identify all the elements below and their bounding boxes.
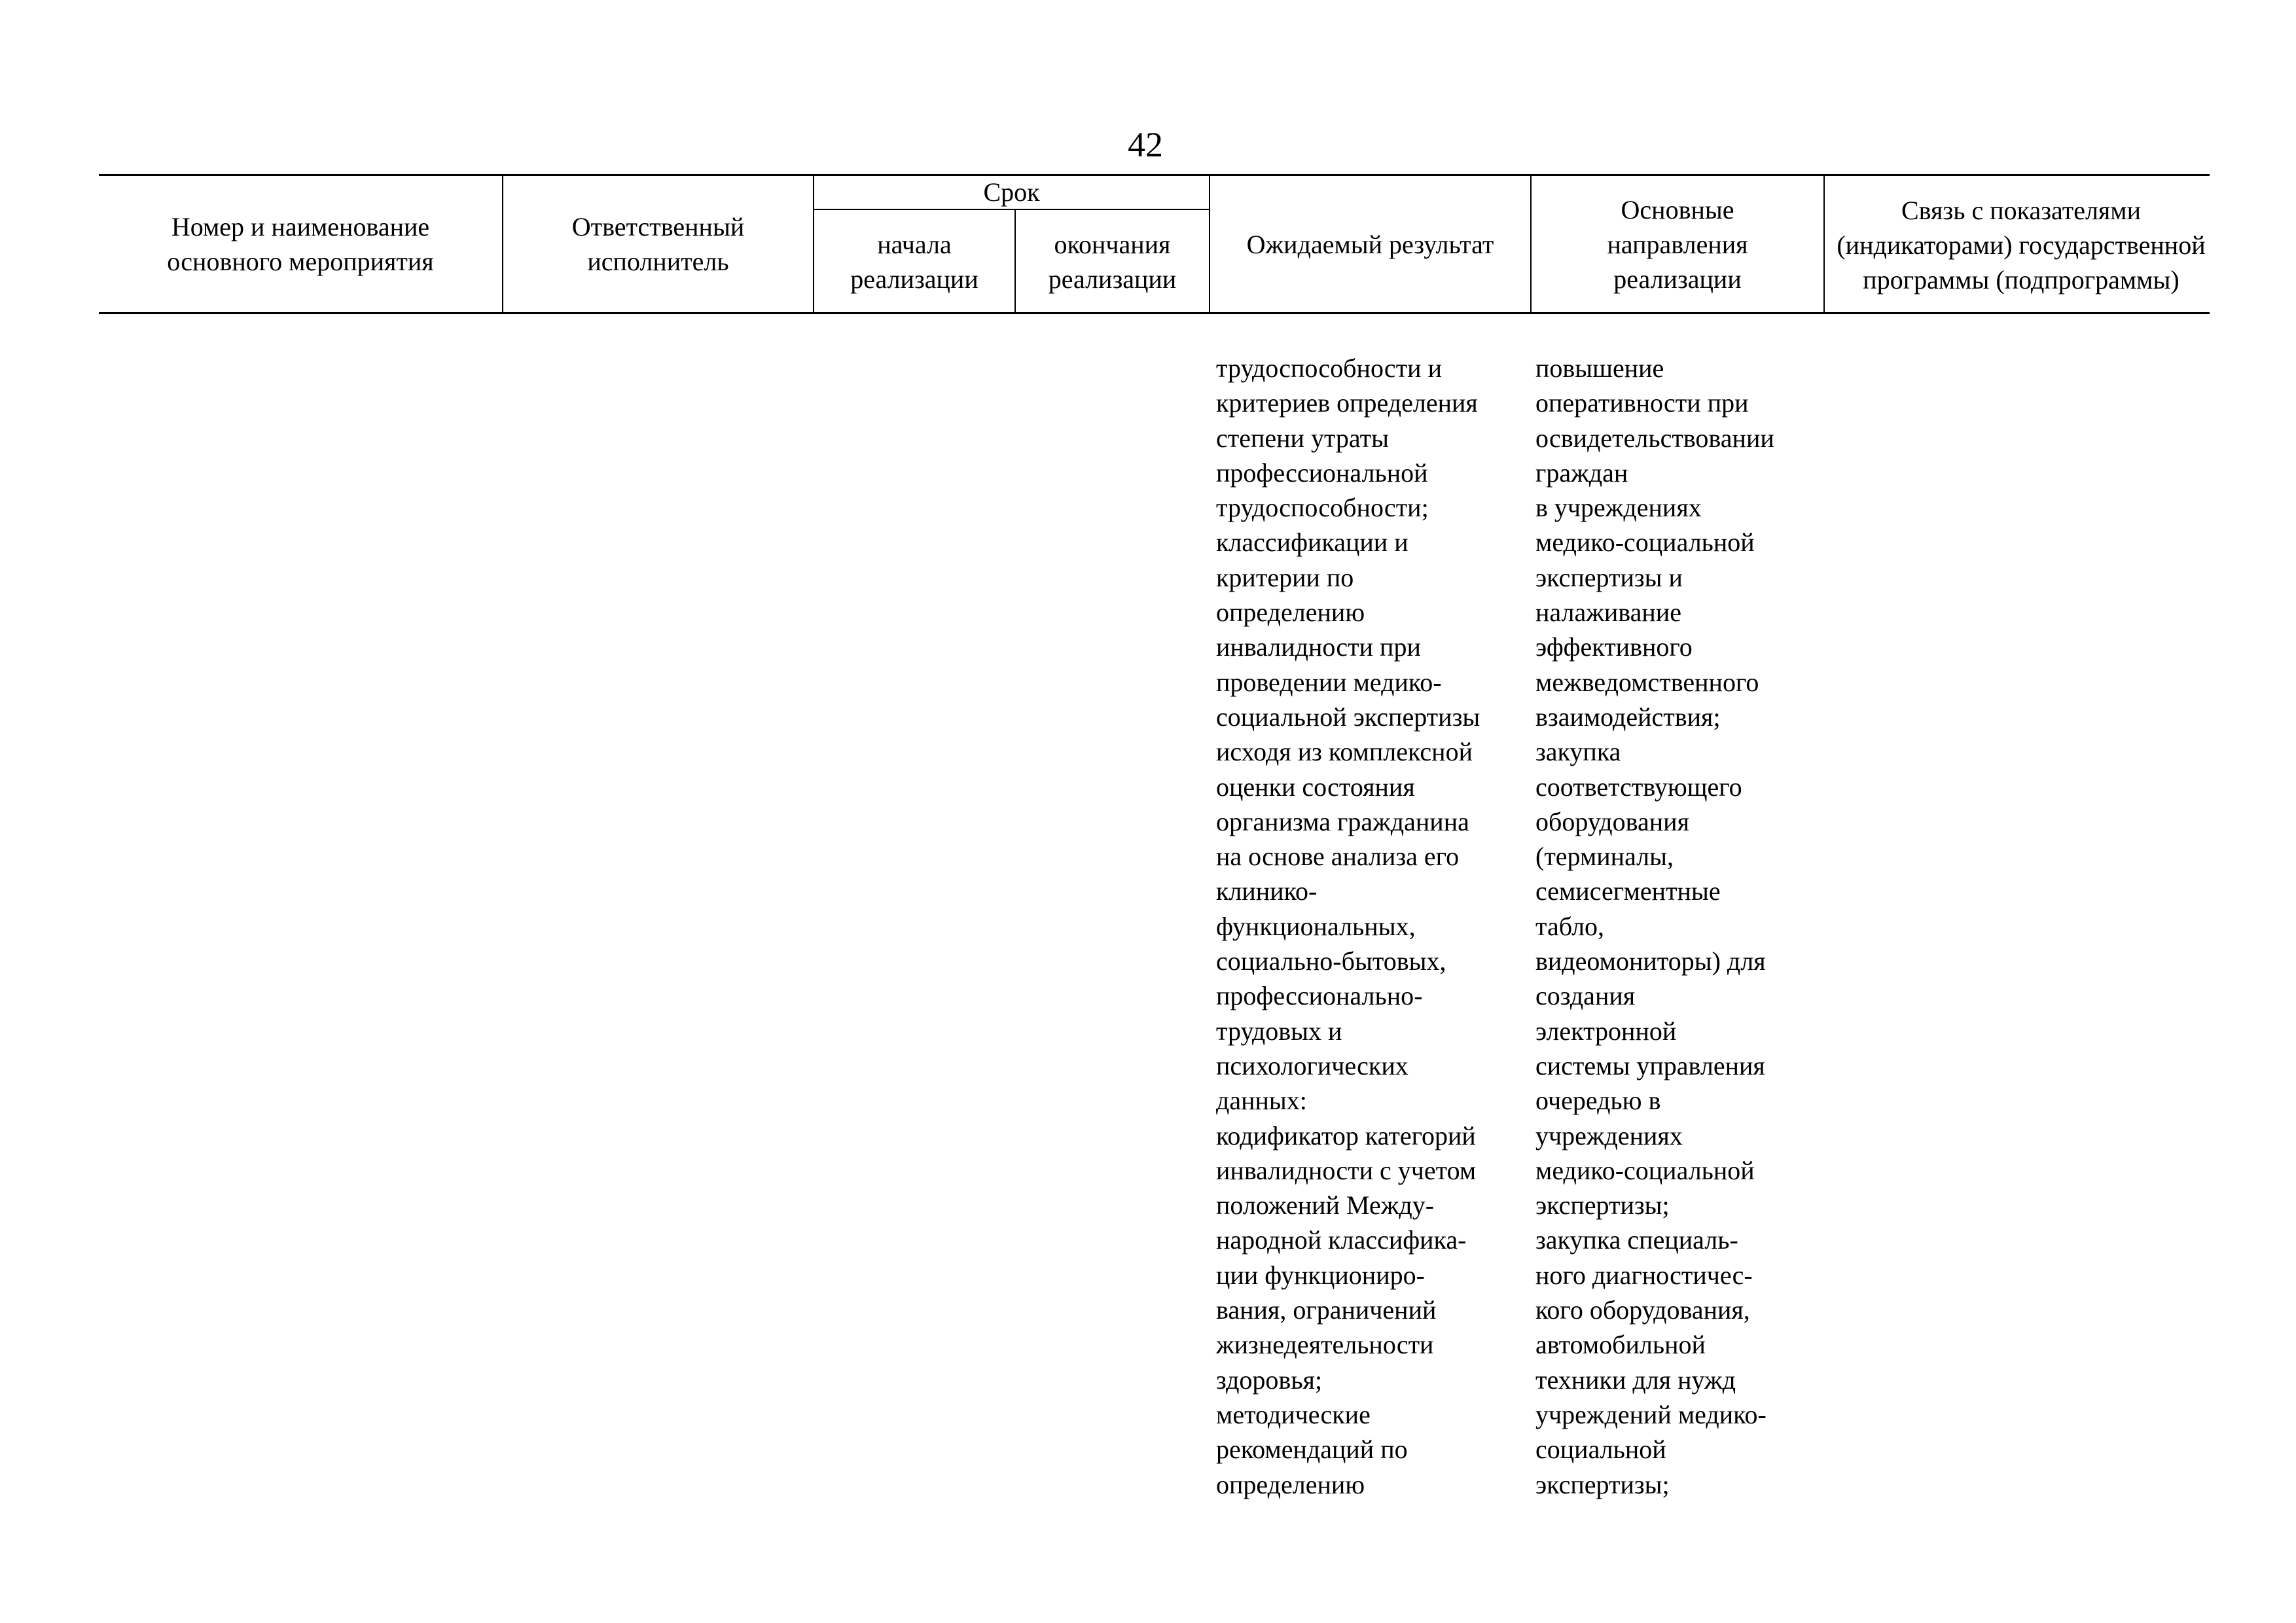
text-line: инвалидности с учетом xyxy=(1216,1155,1477,1185)
text-line: данных: xyxy=(1216,1086,1307,1116)
text-line: межведомственного xyxy=(1535,667,1759,697)
text-line: оценки состояния xyxy=(1216,772,1415,802)
text-line: техники для нужд xyxy=(1535,1364,1736,1395)
header-measure-name: Номер и наименование основного мероприятия xyxy=(167,212,434,276)
text-line: повышение xyxy=(1535,353,1664,383)
header-directions: Основные направления реализации xyxy=(1607,194,1748,294)
text-line: граждан xyxy=(1535,457,1628,488)
text-line: клинико- xyxy=(1216,876,1318,906)
text-line: налаживание xyxy=(1535,597,1681,628)
text-line: автомобильной xyxy=(1535,1330,1706,1360)
text-line: взаимодействия; xyxy=(1535,702,1721,732)
text-line: профессиональной xyxy=(1216,457,1428,488)
text-line: на основе анализа его xyxy=(1216,842,1460,872)
text-line: трудоспособности; xyxy=(1216,493,1429,523)
text-line: медико-социальной xyxy=(1535,527,1755,558)
text-line: трудоспособности и xyxy=(1216,353,1442,383)
text-line: народной классифика- xyxy=(1216,1225,1467,1255)
text-line: семисегментные xyxy=(1535,876,1721,906)
text-line: социальной xyxy=(1535,1435,1666,1465)
text-line: профессионально- xyxy=(1216,981,1423,1011)
header-executor: Ответственный исполнитель xyxy=(571,212,745,276)
text-line: критериев определения xyxy=(1216,388,1478,418)
text-line: психологических xyxy=(1216,1050,1408,1080)
header-end: окончания реализации xyxy=(1048,229,1177,294)
text-line: трудовых и xyxy=(1216,1016,1342,1046)
text-line: степени утраты xyxy=(1216,423,1390,453)
text-line: оборудования xyxy=(1535,806,1689,836)
text-line: социальной экспертизы xyxy=(1216,702,1480,732)
text-line: определению xyxy=(1216,597,1365,628)
text-line: (терминалы, xyxy=(1535,842,1674,872)
directions-cell xyxy=(1535,351,1774,1502)
text-line: определению xyxy=(1216,1469,1365,1499)
text-line: электронной xyxy=(1535,1016,1677,1046)
text-line: ции функциониро- xyxy=(1216,1260,1425,1290)
text-line: положений Между- xyxy=(1216,1190,1435,1221)
text-line: в учреждениях xyxy=(1535,493,1702,523)
text-line: системы управления xyxy=(1535,1050,1765,1080)
header-result: Ожидаемый результат xyxy=(1246,229,1494,259)
text-line: экспертизы и xyxy=(1535,562,1683,592)
text-line: очередью в xyxy=(1535,1086,1661,1116)
text-line: ного диагностичес- xyxy=(1535,1260,1753,1290)
text-line: закупка специаль- xyxy=(1535,1225,1738,1255)
text-line: проведении медико- xyxy=(1216,667,1442,697)
text-line: вания, ограничений xyxy=(1216,1295,1437,1325)
text-line: инвалидности при xyxy=(1216,632,1421,662)
text-line: медико-социальной xyxy=(1535,1155,1755,1185)
text-line: организма гражданина xyxy=(1216,806,1469,836)
text-line: создания xyxy=(1535,981,1636,1011)
text-line: эффективного xyxy=(1535,632,1693,662)
text-line: табло, xyxy=(1535,911,1605,941)
text-line: функциональных, xyxy=(1216,911,1416,941)
text-line: экспертизы; xyxy=(1535,1190,1670,1221)
text-line: кого оборудования, xyxy=(1535,1295,1750,1325)
page-number: 42 xyxy=(1128,125,1163,164)
text-line: методические xyxy=(1216,1399,1371,1429)
text-line: учреждений медико- xyxy=(1535,1399,1767,1429)
header-indicators-link: Связь с показателями (индикаторами) государственной программы (подпрограммы) xyxy=(1837,196,2206,294)
text-line: освидетельствовании xyxy=(1535,423,1774,453)
text-line: оперативности при xyxy=(1535,388,1749,418)
text-line: соответствующего xyxy=(1535,772,1742,802)
text-line: экспертизы; xyxy=(1535,1469,1670,1499)
text-line: рекомендаций по xyxy=(1216,1435,1408,1465)
expected-result-cell xyxy=(1216,351,1480,1502)
header-term: Срок xyxy=(983,177,1040,207)
text-line: учреждениях xyxy=(1535,1120,1683,1150)
text-line: видеомониторы) для xyxy=(1535,946,1766,976)
text-line: закупка xyxy=(1535,737,1621,767)
text-line: здоровья; xyxy=(1216,1364,1323,1395)
text-line: критерии по xyxy=(1216,562,1354,592)
text-line: социально-бытовых, xyxy=(1216,946,1446,976)
header-start: начала реализации xyxy=(850,229,978,294)
text-line: исходя из комплексной xyxy=(1216,737,1473,767)
text-line: жизнедеятельности xyxy=(1216,1330,1434,1360)
text-line: классификации и xyxy=(1216,527,1408,558)
text-line: кодификатор категорий xyxy=(1216,1120,1476,1150)
